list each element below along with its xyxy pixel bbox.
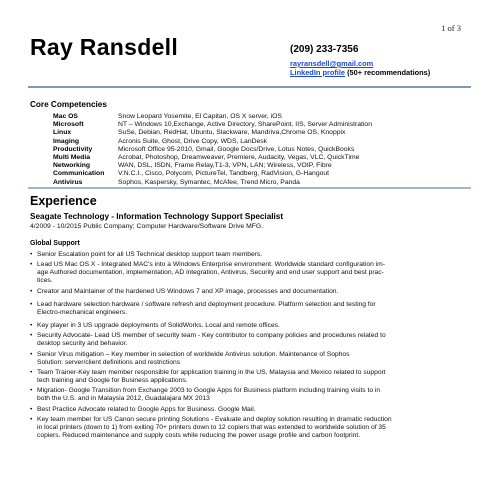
competency-value: WAN, DSL, ISDN, Frame Relay,T1-3, VPN, LAN; Wireless, VOIP, Fibre: [118, 162, 332, 170]
competency-row: [53, 146, 372, 154]
bullet-icon: •: [30, 387, 33, 395]
bullet-text-line: Migration- Google Transition from Exchange 2003 to Google Apps for Business platform including training visits to in: [37, 387, 381, 395]
bullet-text-line: in local printers (down to 1) from exiting 70+ printers down to 12 copiers that was extended to worldwide solution of 35: [37, 424, 386, 432]
competency-label: Antivirus: [53, 178, 83, 186]
bullet-text-line: Solution: server/client definitions and restrictions: [37, 358, 181, 366]
list-item: [30, 369, 470, 385]
competency-label: Mac OS: [53, 113, 78, 120]
email-link[interactable]: rayransdell@gmail.com: [290, 59, 374, 68]
bullet-icon: •: [30, 321, 33, 329]
bullet-icon: •: [30, 287, 33, 295]
header-divider: [28, 86, 471, 88]
list-item: [30, 416, 470, 440]
job-title: Seagate Technology - Information Technology Support Specialist: [30, 212, 284, 221]
bullet-text-line: Key player in 3 US upgrade deployments of SolidWorks. Local and remote offices.: [37, 321, 280, 329]
bullet-icon: •: [30, 251, 33, 258]
bullet-text-line: Lead US Mac OS X - Integrated MAC's into a Windows Enterprise environment. Worldwide standard configuration im-: [37, 261, 385, 269]
competency-label: Productivity: [53, 145, 93, 153]
bullet-text-line: Senior Virus mitigation – Key member in selection of worldwide Antivirus solution. Maintenance of Sophos: [37, 350, 350, 358]
list-item: [30, 351, 470, 367]
competency-label: Linux: [53, 129, 72, 137]
page-number: 1 of 3: [441, 23, 461, 33]
bullet-icon: •: [30, 350, 33, 358]
bullet-text-line: Team Trainer-Key team member responsible for application training in the US, Malaysia and Mexico related to support: [37, 368, 386, 376]
list-item: [30, 261, 470, 285]
bullet-icon: •: [30, 300, 33, 308]
competency-label: Networking: [53, 162, 91, 170]
competency-label: Microsoft: [53, 121, 84, 129]
competencies-table: [53, 113, 372, 187]
bullet-icon: •: [30, 368, 33, 376]
bullet-text-line: Electro-mechanical engineers.: [37, 308, 127, 316]
linkedin-line: [290, 68, 480, 77]
competency-value: NT – Windows 10,Exchange, Active Directory, SharePoint, IIS, Server Administration: [118, 121, 372, 129]
candidate-name: Ray Ransdell: [30, 34, 179, 60]
competency-row: [53, 138, 372, 146]
list-item: [30, 322, 470, 330]
competency-row: [53, 162, 372, 170]
contact-block: [290, 44, 480, 77]
experience-bullets: [30, 251, 470, 443]
bullet-text-line: Security Advocate- Lead US member of security team - Key contributor to company policies and procedures related to: [37, 332, 386, 340]
competency-row: [53, 113, 372, 121]
bullet-text-line: Senior Escalation point for all US Technical desktop support team members.: [37, 251, 263, 258]
experience-heading: Experience: [30, 194, 97, 208]
competency-value: Snow Leopard Yosemite, El Capitan, OS X server, iOS: [118, 113, 282, 120]
email-line: [290, 59, 480, 68]
competency-label: Multi Media: [53, 154, 91, 162]
bullet-icon: •: [30, 332, 33, 340]
bullet-icon: •: [30, 261, 33, 269]
linkedin-link[interactable]: LinkedIn profile: [290, 68, 346, 77]
bullet-text-line: Key team member for US Canon secure printing Solutions - Evaluate and deploy solution resulting in dramatic reduction: [37, 416, 392, 424]
bullet-text-line: tices.: [37, 277, 53, 285]
bullet-text-line: desktop security and behavior.: [37, 340, 128, 348]
competency-row: [53, 170, 372, 178]
global-support-heading: Global Support: [30, 240, 80, 247]
list-item: [30, 332, 470, 348]
list-item: [30, 301, 470, 317]
bullet-text-line: both the U.S. and in Malaysia 2012, Guadalajara MX 2013: [37, 395, 210, 403]
competency-value: Acrobat, Photoshop, Dreamweaver, Premiere, Audacity, Vegas, VLC, QuickTime: [118, 154, 360, 162]
bullet-icon: •: [30, 416, 33, 424]
competency-label: Communication: [53, 170, 105, 178]
competency-value: Microsoft Office 95-2010, Gmail, Google Docs/Drive, Lotus Notes, QuickBooks: [118, 145, 355, 153]
bullet-text-line: Lead hardware selection hardware / software refresh and deployment procedure. Platform selection and testing for: [37, 300, 376, 308]
competency-value: Sophos, Kaspersky, Symantec, McAfee, Trend Micro, Panda: [118, 178, 300, 186]
list-item: [30, 288, 470, 296]
competency-value: Acronis Suite, Ghost, Drive Copy, WDS, LanDesk: [118, 137, 268, 145]
list-item: [30, 406, 470, 414]
bullet-text-line: Creator and Maintainer of the hardened US Windows 7 and XP image, processes and documentation.: [37, 287, 339, 295]
competency-row: [53, 129, 372, 137]
core-competencies-heading: Core Competencies: [30, 100, 107, 109]
bullet-text-line: age Authored documentation, implementation, AD integration, Antivirus, Security and end user support and best prac-: [37, 269, 384, 277]
bullet-text-line: tech training and Google for Business applications.: [37, 376, 188, 384]
list-item: [30, 387, 470, 403]
bullet-text-line: copiers. Reduced maintenance and supply costs while reducing the power usage profile and carbon footprint.: [37, 432, 361, 440]
bullet-text-line: Best Practice Advocate related to Google Apps for Business. Google Mail.: [37, 405, 256, 413]
list-item: [30, 251, 470, 259]
competency-label: Imaging: [53, 137, 80, 145]
job-dates: 4/2009 - 10/2015 Public Company; Computer Hardware/Software Drive MFG.: [30, 223, 264, 230]
competency-row: [53, 121, 372, 129]
competency-value: V.N.C.I., Cisco, Polycom, PictureTel, Tandberg, RadVision, G-Hangout: [118, 170, 330, 178]
phone-number: (209) 233-7356: [290, 44, 359, 55]
competency-row: [53, 154, 372, 162]
linkedin-recommendations: (50+ recommendations): [345, 68, 431, 77]
competency-value: SuSe, Debian, RedHat, Ubuntu, Slackware, Mandriva,Chrome OS, Knoppix: [118, 129, 346, 137]
bullet-icon: •: [30, 405, 33, 413]
competency-row: [53, 179, 372, 187]
section-divider: [28, 187, 471, 189]
